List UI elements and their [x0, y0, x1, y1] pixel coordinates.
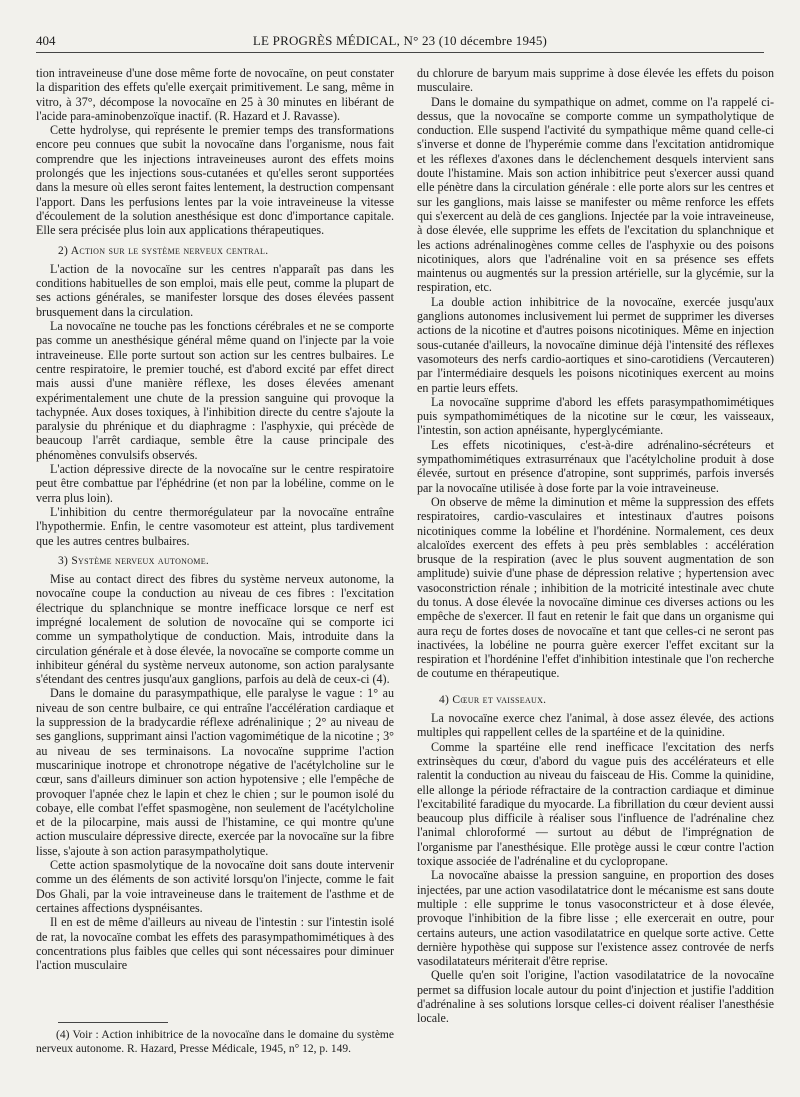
paragraph: Il en est de même d'ailleurs au niveau de l'intestin : sur l'intestin isolé de rat, la novocaïne combat les effets des parasympathomimétiques à des concentrations plus faibles que celles qui sont nécessaires pour diminuer l'action musculaire: [36, 915, 394, 973]
paragraph: Mise au contact direct des fibres du système nerveux autonome, la novocaïne coupe la conduction au niveau de ces fibres : l'excitation électrique du splanchnique se montre inefficace lorsque ce nerf est imprégné localement de solution de novocaïne qui se comporte ici comme un sympatholytique de conduction. Mais, introduite dans la circulation générale et à dose élevée, la novocaïne se comporte comme un inhibiteur général du système nerveux autonome, son action paralysante s'étendant des centres jusqu'aux ganglions, parfois au delà de ceux-ci (4).: [36, 572, 394, 687]
section-heading: 3) Système nerveux autonome.: [58, 554, 210, 567]
paragraph: Dans le domaine du parasympathique, elle paralyse le vague : 1° au niveau de son centre bulbaire, ce qui entraîne l'accélération cardiaque et la suppression de la bradycardie réflexe adrénalinique ; 2° au niveau de ses ganglions, supprimant ainsi l'action vagomimétique de la nicotine ; 3° au niveau de ses terminaisons. La novocaïne supprime l'action muscarinique inotrope et chronotrope négative de l'acétylcholine sur le cœur, sans d'ailleurs diminuer son action hypotensive ; elle l'empêche de provoquer l'apnée chez le lapin et chez le chien ; sur le poumon isolé du cobaye, elle combat l'effet spasmogène, non seulement de l'acétylcholine et de la pilocarpine, mais aussi de l'histamine, ce qui montre qu'une action musculaire dépressive directe, exercée par la novocaïne sur la fibre lisse, s'ajoute à son action parasympatholytique.: [36, 686, 394, 858]
right-column: [417, 66, 774, 1026]
paragraph: La double action inhibitrice de la novocaïne, exercée jusqu'aux ganglions autonomes inclusivement lui permet de supprimer les diverses actions de la nicotine et d'autres poisons nicotiniques. Même en injection sous-cutanée d'ailleurs, la novocaïne diminue déjà l'intensité des réflexes vasomoteurs des nerfs cardio-aortiques et sino-carotidiens (Vercauteren) par l'intermédiaire desquels les poisons nicotiniques exercent au moins en partie leurs effets.: [417, 294, 774, 395]
paragraph: La novocaïne supprime d'abord les effets parasympathomimétiques puis sympathomimétiques de la nicotine sur le cœur, les vaisseaux, l'intestin, son action apnéisante, hyperglycémiante.: [417, 394, 774, 438]
footnote-text: (4) Voir : Action inhibitrice de la novocaïne dans le domaine du système nerveux autonome. R. Hazard, Presse Médicale, 1945, n° 12, p. 149.: [36, 1029, 394, 1055]
paragraph: L'action de la novocaïne sur les centres n'apparaît pas dans les conditions habituelles de son emploi, mais elle peut, comme la plupart de ses actions générales, se manifester lorsque des doses élevées passent brusquement dans la circulation.: [36, 261, 394, 319]
paragraph: La novocaïne abaisse la pression sanguine, en proportion des doses injectées, par une action vasodilatatrice dont le mécanisme est sans doute multiple : elle supprime le tonus vasoconstricteur et à dose élevée, provoque l'inhibition de la fibre lisse ; elle exercerait en outre, pour certains auteurs, une action vasodilatatrice en quelque sorte active. Cette dernière hypothèse qui suppose sur l'existence assez controvée de nerfs vasodilatateurs mériterait d'être reprise.: [417, 868, 774, 969]
paragraph: L'inhibition du centre thermorégulateur par la novocaïne entraîne l'hypothermie. Enfin, le centre vasomoteur est atteint, plus tardivement que les autres centres bulbaires.: [36, 504, 394, 548]
paragraph: Comme la spartéine elle rend inefficace l'excitation des nerfs extrinsèques du cœur, d'abord du vague puis des accélérateurs et elle ralentit la conduction au niveau du faisceau de His. Comme la quinidine, elle allonge la période réfractaire de la contraction cardiaque et diminue l'excitabilité faradique du myocarde. La fibrillation du cœur devient aussi beaucoup plus difficile à réaliser sous l'influence de l'adrénaline chez l'animal chloroformé — surtout au début de l'imprégnation de l'organisme par l'anesthésique. Elle protège aussi le cœur contre l'action toxique associée de l'adrénaline et du cyclopropane.: [417, 739, 774, 869]
paragraph: tion intraveineuse d'une dose même forte de novocaïne, on peut constater la disparition des effets qu'elle exerçait primitivement. Le sang, même in vitro, à 37°, décompose la novocaïne en 25 à 30 minutes en libérant de l'acide para-aminobenzoïque inactif. (R. Hazard et J. Ravasse).: [36, 66, 394, 123]
paragraph: La novocaïne ne touche pas les fonctions cérébrales et ne se comporte pas comme un anesthésique général même quand on l'injecte par la voie intraveineuse. Elle porte surtout son action sur les centres bulbaires. Le centre respiratoire, le premier touché, est d'abord excité par effet direct mais aussi d'une manière réflexe, les doses élevées amenant expérimentalement une chute de la pression sanguine qui provoque la tachypnée. Aux doses toxiques, à l'inhibition directe du centre s'ajoute la paralysie du phrénique et du diaphragme : l'asphyxie, qui précède de beaucoup l'arrêt cardiaque, semble être la cause principale des phénomènes convulsifs observés.: [36, 319, 394, 462]
running-header: [36, 33, 764, 51]
paragraph: L'action dépressive directe de la novocaïne sur le centre respiratoire peut être combattue par l'éphédrine (et non par la lobéline, comme on le verra plus loin).: [36, 462, 394, 505]
paragraph: Quelle qu'en soit l'origine, l'action vasodilatatrice de la novocaïne permet sa diffusion locale autour du point d'injection et justifie l'addition d'adrénaline à ses solutions lorsque celles-ci doivent réaliser l'anesthésie locale.: [417, 968, 774, 1026]
left-column: [36, 66, 394, 972]
header-rule: [36, 52, 764, 53]
section-heading: 4) Cœur et vaisseaux.: [439, 693, 547, 706]
paragraph: Cette action spasmolytique de la novocaïne doit sans doute intervenir comme un des éléments de son activité lorsqu'on l'injecte, comme le fait Dos Ghali, par la voie intraveineuse dans le traitement de l'asthme et de certaines affections dyspnéisantes.: [36, 858, 394, 915]
page-number: 404: [36, 33, 56, 48]
footnote: [36, 1028, 394, 1056]
paragraph: Les effets nicotiniques, c'est-à-dire adrénalino-sécréteurs et sympathomimétiques extrasurrénaux que l'acétylcholine produit à dose élevée, surtout en présence d'atropine, sont supprimés, parfois inversés par la novocaïne utilisée à dose forte par la voie intraveineuse.: [417, 437, 774, 495]
footnote-rule: [58, 1022, 168, 1023]
paragraph: du chlorure de baryum mais supprime à dose élevée les effets du poison musculaire.: [417, 66, 774, 95]
paragraph: La novocaïne exerce chez l'animal, à dose assez élevée, des actions multiples qui rappellent celles de la spartéine et de la quinidine.: [417, 711, 774, 740]
paragraph: Cette hydrolyse, qui représente le premier temps des transformations encore peu connues que subit la novocaïne dans l'organisme, nous fait comprendre que les injections intraveineuses auront des effets moins prolongés que les injections sous-cutanées et qu'elles seront supportées dans la mesure où elles seront faites lentement, la destruction compensant l'apport. Dans les perfusions lentes par la voie intraveineuse la vitesse d'écoulement de la solution anesthésique est donc d'importance capitale. Elle sera précisée plus loin aux applications thérapeutiques.: [36, 123, 394, 238]
section-heading: 2) Action sur le système nerveux central.: [58, 244, 269, 257]
journal-title: LE PROGRÈS MÉDICAL, N° 23 (10 décembre 1945): [252, 33, 548, 48]
paragraph: Dans le domaine du sympathique on admet, comme on l'a rappelé ci-dessus, que la novocaïne se comporte comme un sympatholytique de conduction. Elle suspend l'activité du sympathique même quand celle-ci s'inverse et donne de l'hyperémie comme dans l'excitation antidromique et les réflexes d'axones dans le déclenchement desquels intervient sans doute l'histamine. Mais son action inhibitrice peut s'exercer aussi quand elle pénètre dans la circulation générale : elle porte alors sur les centres et sur les ganglions, mais laisse se manifester ou même renforce les effets qui s'exercent au delà de ces ganglions. Injectée par la voie intraveineuse, à dose élevée, elle supprime les effets de l'excitation du splanchnique et les actions adrénalinogènes comme celles de l'asphyxie ou des poisons nicotiniques, alors que l'adrénaline voit en sa présence ses effets maintenus ou augmentés sur la pression artérielle, sur la glycémie, sur la respiration, etc.: [417, 94, 774, 295]
paragraph: On observe de même la diminution et même la suppression des effets respiratoires, cardio-vasculaires et intestinaux d'autres poisons nicotiniques comme la lobéline et l'hordénine. Normalement, ces deux alcaloïdes exercent des effets à peu près semblables : accélération brusque de la respiration (avec le plus souvent augmentation de son amplitude) suivie d'une phase de dépression relative ; hypertension avec vasoconstriction rénale ; inhibition de la motricité intestinale avec chute du tonus. A dose élevée la novocaïne diminue ces diverses actions ou les empêche de s'exercer. Il faut en retenir le fait que dans un organisme qui aura reçu de fortes doses de novocaïne et tant que celles-ci ne seront pas inactivées, la lobéline ne pourra guère exercer l'effet excitant sur la respiration et l'hordénine l'effet d'inhibition intestinale que l'on recherche de coutume en thérapeutique.: [417, 494, 774, 681]
